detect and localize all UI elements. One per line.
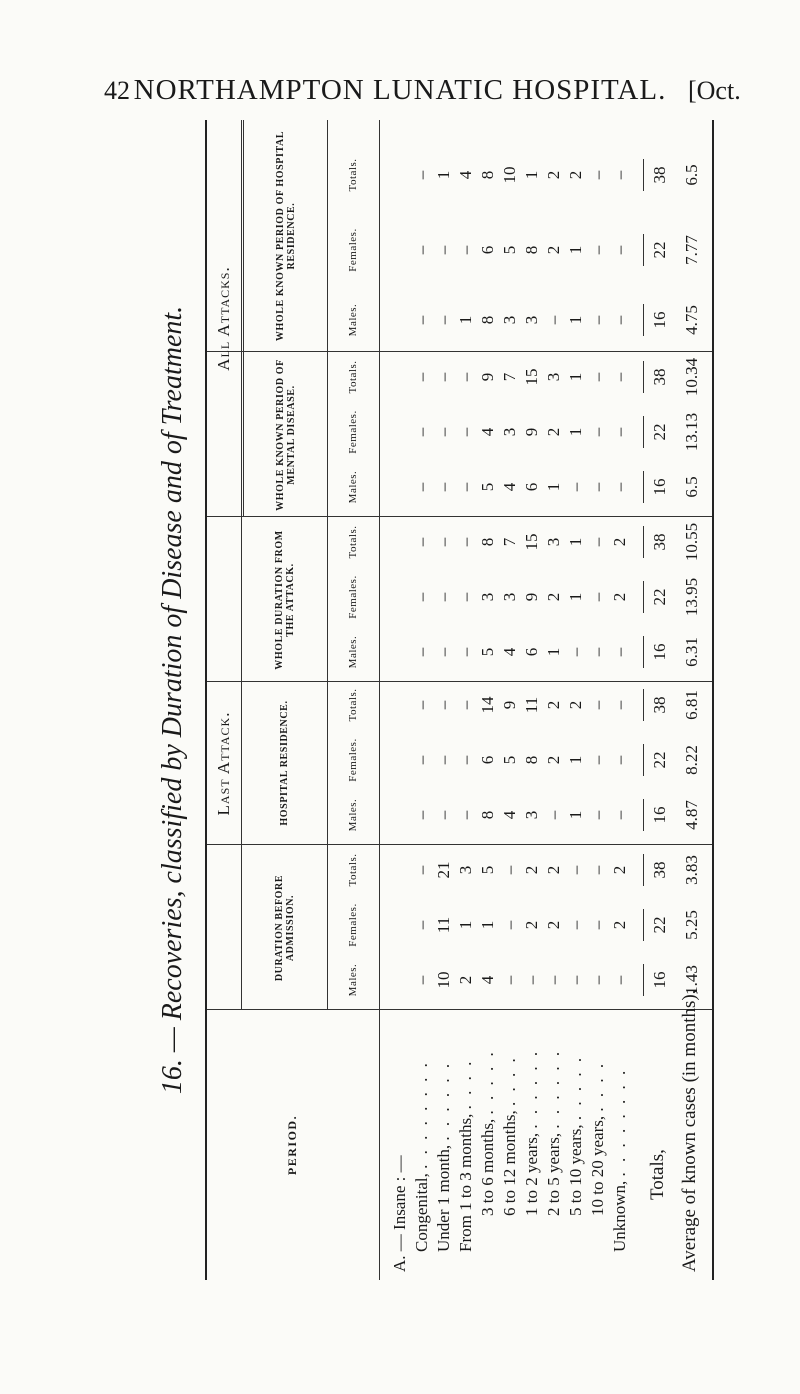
table-cell: 9 bbox=[500, 700, 519, 710]
average-cell: 6.31 bbox=[682, 637, 701, 667]
column-header: Totals. bbox=[346, 853, 359, 887]
table-cell: 2 bbox=[544, 592, 563, 602]
table-cell: 4 bbox=[456, 170, 475, 180]
table-cell: 2 bbox=[566, 170, 585, 180]
table-cell: – bbox=[434, 315, 453, 325]
table-cell: 3 bbox=[478, 592, 497, 602]
table-cell: 4 bbox=[500, 647, 519, 657]
table-cell: 2 bbox=[610, 920, 629, 930]
total-cell: 16 bbox=[650, 311, 669, 329]
period-column-header: PERIOD. bbox=[285, 1114, 300, 1176]
table-cell: – bbox=[434, 537, 453, 547]
table-cell: – bbox=[412, 920, 431, 930]
period-label: From 1 to 3 months, bbox=[456, 1113, 475, 1252]
column-header: Females. bbox=[346, 410, 359, 454]
average-cell: 13.95 bbox=[682, 577, 701, 617]
table-cell: 6 bbox=[522, 482, 541, 492]
column-header: Males. bbox=[346, 470, 359, 504]
table-cell: – bbox=[544, 975, 563, 985]
table-cell: 14 bbox=[478, 696, 497, 714]
table-cell: 3 bbox=[544, 372, 563, 382]
table-cell: 7 bbox=[500, 372, 519, 382]
table-cell: 2 bbox=[544, 865, 563, 875]
period-label: 6 to 12 months, bbox=[500, 1110, 519, 1216]
total-cell: 38 bbox=[650, 696, 669, 714]
total-cell: 22 bbox=[650, 916, 669, 934]
average-cell: 7.77 bbox=[682, 235, 701, 265]
table-cell: 8 bbox=[478, 315, 497, 325]
column-header: Females. bbox=[346, 738, 359, 782]
table-cell: – bbox=[588, 920, 607, 930]
table-cell: – bbox=[434, 482, 453, 492]
table-cell: – bbox=[412, 372, 431, 382]
table-cell: 3 bbox=[500, 315, 519, 325]
table-cell: – bbox=[456, 482, 475, 492]
column-header: Males. bbox=[346, 303, 359, 337]
total-cell: 38 bbox=[650, 533, 669, 551]
table-cell: 2 bbox=[544, 755, 563, 765]
table-cell: 5 bbox=[478, 865, 497, 875]
table-cell: – bbox=[588, 537, 607, 547]
period-label: Under 1 month, bbox=[434, 1144, 453, 1252]
table-cell: – bbox=[588, 482, 607, 492]
total-cell: 16 bbox=[650, 971, 669, 989]
table-cell: – bbox=[434, 592, 453, 602]
table-cell: 10 bbox=[434, 971, 453, 989]
table-cell: 3 bbox=[522, 810, 541, 820]
table-cell: – bbox=[434, 245, 453, 255]
table-cell: – bbox=[500, 920, 519, 930]
table-cell: 8 bbox=[478, 810, 497, 820]
column-header: Totals. bbox=[346, 525, 359, 559]
table-cell: – bbox=[588, 647, 607, 657]
table-cell: 1 bbox=[522, 170, 541, 180]
table-cell: – bbox=[610, 245, 629, 255]
table-cell: 6 bbox=[478, 245, 497, 255]
table-cell: – bbox=[610, 975, 629, 985]
table-cell: 11 bbox=[434, 916, 453, 934]
table-cell: – bbox=[412, 537, 431, 547]
total-cell: 22 bbox=[650, 751, 669, 769]
table-cell: 3 bbox=[456, 865, 475, 875]
all-attacks-header: All Attacks. bbox=[214, 266, 234, 371]
table-cell: 5 bbox=[500, 245, 519, 255]
table-cell: – bbox=[456, 427, 475, 437]
table-cell: – bbox=[588, 755, 607, 765]
total-cell: 38 bbox=[650, 166, 669, 184]
table-cell: 8 bbox=[522, 755, 541, 765]
period-label: 10 to 20 years, bbox=[588, 1115, 607, 1216]
table-cell: – bbox=[412, 755, 431, 765]
period-label: Unknown, bbox=[610, 1180, 629, 1252]
table-cell: – bbox=[434, 700, 453, 710]
column-header: Females. bbox=[346, 575, 359, 619]
table-cell: – bbox=[544, 315, 563, 325]
average-cell: 4.75 bbox=[682, 305, 701, 335]
table-cell: 4 bbox=[500, 482, 519, 492]
table-cell: 1 bbox=[566, 315, 585, 325]
table-cell: 1 bbox=[544, 482, 563, 492]
table-cell: – bbox=[588, 592, 607, 602]
table-cell: – bbox=[434, 647, 453, 657]
table-cell: – bbox=[610, 755, 629, 765]
subgroup-duration-before-admission: DURATION BEFORE ADMISSION. bbox=[273, 874, 296, 982]
table-cell: – bbox=[566, 920, 585, 930]
table-cell: 6 bbox=[522, 647, 541, 657]
table-cell: 15 bbox=[522, 533, 541, 551]
table-cell: 15 bbox=[522, 368, 541, 386]
table-cell: 2 bbox=[456, 975, 475, 985]
table-cell: 3 bbox=[500, 427, 519, 437]
table-cell: 1 bbox=[566, 245, 585, 255]
running-title: NORTHAMPTON LUNATIC HOSPITAL. bbox=[133, 74, 667, 106]
column-header: Males. bbox=[346, 635, 359, 669]
average-cell: 10.34 bbox=[682, 357, 701, 397]
table-cell: 11 bbox=[522, 696, 541, 714]
total-cell: 22 bbox=[650, 588, 669, 606]
period-label: 3 to 6 months, bbox=[478, 1118, 497, 1216]
table-cell: 2 bbox=[522, 920, 541, 930]
table-cell: – bbox=[610, 372, 629, 382]
table-cell: – bbox=[588, 315, 607, 325]
table-cell: – bbox=[500, 865, 519, 875]
column-header: Totals. bbox=[346, 688, 359, 722]
table-cell: – bbox=[456, 372, 475, 382]
subgroup-hospital-residence: HOSPITAL RESIDENCE. bbox=[279, 700, 291, 826]
table-cell: 2 bbox=[544, 427, 563, 437]
table-cell: 2 bbox=[544, 700, 563, 710]
average-cell: 10.55 bbox=[682, 522, 701, 562]
table-cell: 7 bbox=[500, 537, 519, 547]
table-cell: – bbox=[588, 245, 607, 255]
table-cell: 1 bbox=[566, 755, 585, 765]
table-cell: – bbox=[412, 975, 431, 985]
table-cell: – bbox=[456, 755, 475, 765]
column-header: Totals. bbox=[346, 360, 359, 394]
table-cell: 2 bbox=[610, 592, 629, 602]
table-cell: – bbox=[412, 170, 431, 180]
table-cell: 10 bbox=[500, 166, 519, 184]
table-cell: – bbox=[588, 865, 607, 875]
table-cell: – bbox=[522, 975, 541, 985]
table-cell: 8 bbox=[522, 245, 541, 255]
table-cell: 3 bbox=[500, 592, 519, 602]
table-cell: – bbox=[456, 245, 475, 255]
column-header: Males. bbox=[346, 963, 359, 997]
table-cell: 4 bbox=[500, 810, 519, 820]
table-cell: 1 bbox=[566, 372, 585, 382]
table-cell: – bbox=[588, 810, 607, 820]
table-cell: – bbox=[566, 482, 585, 492]
table-cell: – bbox=[610, 700, 629, 710]
table-cell: 1 bbox=[456, 920, 475, 930]
period-label: Congenital, bbox=[412, 1173, 431, 1252]
table-cell: 2 bbox=[610, 865, 629, 875]
table-cell: 8 bbox=[478, 170, 497, 180]
totals-label: Totals, bbox=[647, 1149, 668, 1200]
table-cell: – bbox=[412, 315, 431, 325]
table-cell: 3 bbox=[522, 315, 541, 325]
total-cell: 16 bbox=[650, 478, 669, 496]
subgroup-known-hospital-residence: WHOLE KNOWN PERIOD OF HOSPITAL RESIDENCE. bbox=[274, 130, 297, 342]
total-cell: 38 bbox=[650, 861, 669, 879]
average-cell: 13.13 bbox=[682, 412, 701, 452]
table-cell: 2 bbox=[566, 700, 585, 710]
table-cell: – bbox=[610, 427, 629, 437]
average-label: Average of known cases (in months), bbox=[679, 989, 700, 1272]
table-cell: – bbox=[412, 700, 431, 710]
average-cell: 6.81 bbox=[682, 690, 701, 720]
table-cell: 1 bbox=[566, 592, 585, 602]
table-cell: 1 bbox=[456, 315, 475, 325]
table-cell: 5 bbox=[500, 755, 519, 765]
table-cell: 4 bbox=[478, 427, 497, 437]
table-cell: – bbox=[500, 975, 519, 985]
table-cell: 1 bbox=[478, 920, 497, 930]
average-cell: 6.5 bbox=[682, 476, 701, 498]
last-attack-header: Last Attack. bbox=[214, 711, 234, 816]
column-header: Males. bbox=[346, 798, 359, 832]
running-date: [Oct. bbox=[688, 76, 741, 105]
table-cell: 2 bbox=[522, 865, 541, 875]
table-cell: – bbox=[434, 755, 453, 765]
table-caption: 16. — Recoveries, classified by Duration of Disease and of Treatment. bbox=[157, 305, 188, 1095]
column-header: Totals. bbox=[346, 158, 359, 192]
table-cell: – bbox=[412, 592, 431, 602]
table-cell: – bbox=[456, 647, 475, 657]
subgroup-known-mental-disease: WHOLE KNOWN PERIOD OF MENTAL DISEASE. bbox=[274, 359, 297, 511]
total-cell: 16 bbox=[650, 806, 669, 824]
average-cell: 8.22 bbox=[682, 745, 701, 775]
table-cell: 5 bbox=[478, 482, 497, 492]
table-cell: – bbox=[456, 537, 475, 547]
table-cell: – bbox=[610, 482, 629, 492]
table-cell: 9 bbox=[522, 427, 541, 437]
total-cell: 22 bbox=[650, 241, 669, 259]
table-cell: – bbox=[456, 700, 475, 710]
table-cell: – bbox=[434, 427, 453, 437]
table-cell: – bbox=[588, 170, 607, 180]
average-cell: 1.43 bbox=[682, 965, 701, 995]
table-cell: – bbox=[610, 810, 629, 820]
total-cell: 22 bbox=[650, 423, 669, 441]
table-cell: – bbox=[588, 700, 607, 710]
table-cell: 4 bbox=[478, 975, 497, 985]
table-cell: 3 bbox=[544, 537, 563, 547]
column-header: Females. bbox=[346, 228, 359, 272]
table-cell: – bbox=[456, 810, 475, 820]
table-cell: – bbox=[610, 170, 629, 180]
average-cell: 3.83 bbox=[682, 855, 701, 885]
table-cell: – bbox=[434, 810, 453, 820]
table-cell: – bbox=[434, 372, 453, 382]
period-label: 5 to 10 years, bbox=[566, 1124, 585, 1216]
average-cell: 4.87 bbox=[682, 800, 701, 830]
table-cell: – bbox=[588, 975, 607, 985]
period-label: 1 to 2 years, bbox=[522, 1132, 541, 1216]
table-cell: 1 bbox=[434, 170, 453, 180]
table-cell: – bbox=[588, 427, 607, 437]
table-cell: 2 bbox=[544, 170, 563, 180]
rotated-table-block bbox=[150, 120, 720, 1280]
table-cell: – bbox=[456, 592, 475, 602]
page-number: 42 bbox=[104, 76, 130, 105]
table-cell: – bbox=[588, 372, 607, 382]
table-cell: – bbox=[566, 647, 585, 657]
total-cell: 16 bbox=[650, 643, 669, 661]
table-cell: – bbox=[566, 865, 585, 875]
recoveries-table: PERIOD. Last Attack. All Attacks. DURATION BEFORE ADMISSION. HOSPITAL RESIDENCE. WHOLE DURATION FROM THE ATTACK. WHOLE KNOWN PERIOD OF MENTAL DISEASE. WHOLE KNOWN PERIOD OF HOSPITAL RESIDENCE. Males. Females. Totals. Males. Females. Totals. Males. Females. Totals. Males. Females. Totals. Males. Females. Totals. A. — Insane : — Congenital, . . . . . . . . Under 1 month, . . . . . . From 1 to 3 months, . . . . 3 to 6 months, . . . . . 6 to 12 months, . . . . 1 to 2 years, . . . . . . 2 to 5 years, . . . . . . 5 to 10 years, . . . . . 10 to 20 years, . . . . Unknown, . . . . . . . . Totals, Average of known cases (in months), – – – – – – – – – – – – – – – 10 11 21 – – – – – – – – – – – 1 2 1 3 – – – – – – – – – 1 – 4 4 1 5 8 6 14 5 3 8 5 4 9 8 6 8 – – – 4 5 9 4 3 7 4 3 7 3 5 10 – 2 2 3 8 11 6 9 15 6 9 15 3 8 1 – 2 2 – 2 2 1 2 3 1 2 3 – 2 2 – – – 1 1 2 – 1 1 – 1 1 1 1 2 – – – – – – – – – – – – – – – – 2 2 – – – – 2 2 – – – – – – 16 1.43 22 5.25 38 3.83 16 4.87 22 8.22 38 6.81 16 6.31 22 13.95 38 10.55 16 6.5 22 13.13 38 10.34 16 4.75 22 7.77 38 6.5 bbox=[205, 120, 714, 1280]
running-header bbox=[0, 0, 800, 120]
table-cell: 1 bbox=[544, 647, 563, 657]
subgroup-whole-duration: WHOLE DURATION FROM THE ATTACK. bbox=[273, 530, 296, 670]
average-cell: 6.5 bbox=[682, 164, 701, 186]
section-label: A. — Insane : — bbox=[390, 1155, 409, 1272]
table-cell: 21 bbox=[434, 861, 453, 879]
table-cell: – bbox=[412, 810, 431, 820]
table-cell: 2 bbox=[544, 920, 563, 930]
table-cell: 8 bbox=[478, 537, 497, 547]
table-cell: – bbox=[412, 245, 431, 255]
table-cell: 1 bbox=[566, 427, 585, 437]
table-cell: – bbox=[610, 315, 629, 325]
period-label: 2 to 5 years, bbox=[544, 1132, 563, 1216]
table-cell: – bbox=[566, 975, 585, 985]
table-cell: 2 bbox=[610, 537, 629, 547]
table-cell: 6 bbox=[478, 755, 497, 765]
table-cell: – bbox=[412, 647, 431, 657]
table-cell: 9 bbox=[478, 372, 497, 382]
table-cell: – bbox=[412, 865, 431, 875]
table-cell: 9 bbox=[522, 592, 541, 602]
average-cell: 5.25 bbox=[682, 910, 701, 940]
table-cell: 1 bbox=[566, 810, 585, 820]
table-cell: – bbox=[412, 482, 431, 492]
total-cell: 38 bbox=[650, 368, 669, 386]
table-cell: 1 bbox=[566, 537, 585, 547]
table-cell: – bbox=[412, 427, 431, 437]
table-cell: 2 bbox=[544, 245, 563, 255]
table-cell: – bbox=[610, 647, 629, 657]
table-cell: 5 bbox=[478, 647, 497, 657]
table-cell: – bbox=[544, 810, 563, 820]
column-header: Females. bbox=[346, 903, 359, 947]
